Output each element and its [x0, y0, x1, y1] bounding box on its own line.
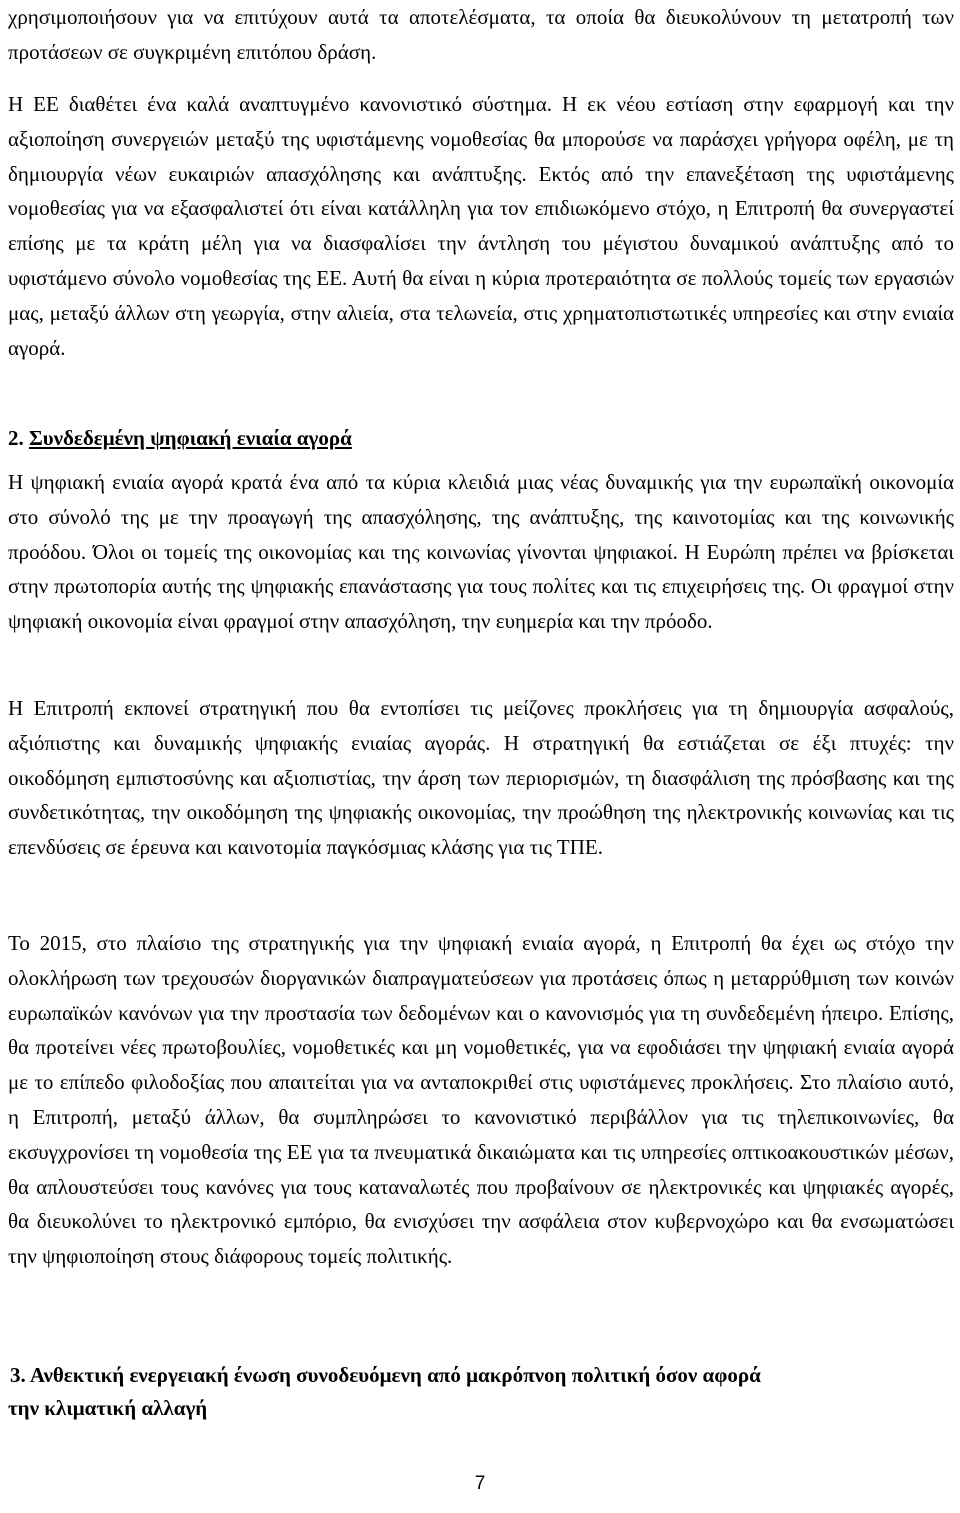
section-2-heading [8, 421, 352, 456]
section-2-title: Συνδεδεμένη ψηφιακή ενιαία αγορά [29, 426, 352, 450]
section-3-heading [8, 1359, 954, 1424]
continuation-paragraph: χρησιμοποιήσουν για να επιτύχουν αυτά τα αποτελέσματα, τα οποία θα διευκολύνουν τη μετατροπή των προτάσεων σε συγκριμένη επιτόπου δράση. [8, 5, 954, 64]
page-number: 7 [474, 1473, 486, 1494]
regulatory-paragraph: Η ΕΕ διαθέτει ένα καλά αναπτυγμένο κανονιστικό σύστημα. Η εκ νέου εστίαση στην εφαρμογή και την αξιοποίηση συνεργειών μεταξύ της υφιστάμενης νομοθεσίας θα μπορούσε να παράσχει γρήγορα οφέλη, με τη δημιουργία νέων ευκαιριών απασχόλησης και ανάπτυξης. Εκτός από την επανεξέταση της υφιστάμενης νομοθεσίας για να εξασφαλιστεί ότι είναι κατάλληλη για τον επιδιωκόμενο στόχο, η Επιτροπή θα συνεργαστεί επίσης με τα κράτη μέλη για να διασφαλίσει την άντληση του μέγιστου δυναμικού ανάπτυξης από το υφιστάμενο σύνολο νομοθεσίας της ΕΕ. Αυτή θα είναι η κύρια προτεραιότητα σε πολλούς τομείς των εργασιών μας, μεταξύ άλλων στη γεωργία, στην αλιεία, στα τελωνεία, στις χρηματοπιστωτικές υπηρεσίες και στην ενιαία αγορά. [8, 92, 954, 360]
section-2-paragraph-1: Η ψηφιακή ενιαία αγορά κρατά ένα από τα κύρια κλειδιά μιας νέας δυναμικής για την ευρωπαϊκή οικονομία στο σύνολό της με την προαγωγή της απασχόλησης, της ανάπτυξης, της καινοτομίας και της κοινωνικής προόδου. Όλοι οι τομείς της οικονομίας και της κοινωνίας γίνονται ψηφιακοί. Η Ευρώπη πρέπει να βρίσκεται στην πρωτοπορία αυτής της ψηφιακής επανάστασης για τους πολίτες και τις επιχειρήσεις της. Οι φραγμοί στην ψηφιακή οικονομία είναι φραγμοί στην απασχόληση, την ευημερία και την πρόοδο. [8, 470, 954, 634]
section-3-title-line-2: την κλιματική αλλαγή [8, 1395, 208, 1420]
section-3-title-line-1: Ανθεκτική ενεργειακή ένωση συνοδευόμενη από μακρόπνοη πολιτική όσον αφορά [29, 1363, 761, 1387]
section-2-paragraph-3: Το 2015, στο πλαίσιο της στρατηγικής για την ψηφιακή ενιαία αγορά, η Επιτροπή θα έχει ως στόχο την ολοκλήρωση των τρεχουσών διοργανικών διαπραγματεύσεων για προτάσεις όπως η μεταρρύθμιση των κοινών ευρωπαϊκών κανόνων για την προστασία των δεδομένων και ο κανονισμός για τη συνδεδεμένη ήπειρο. Επίσης, θα προτείνει νέες πρωτοβουλίες, νομοθετικές και μη νομοθετικές, για να εφοδιάσει την ψηφιακή ενιαία αγορά με το επίπεδο φιλοδοξίας που απαιτείται για να ανταποκριθεί στις υφιστάμενες προκλήσεις. Στο πλαίσιο αυτό, η Επιτροπή, μεταξύ άλλων, θα συμπληρώσει το κανονιστικό περιβάλλον για τις τηλεπικοινωνίες, θα εκσυγχρονίσει τη νομοθεσία της ΕΕ για τα πνευματικά δικαιώματα και τις υπηρεσίες οπτικοακουστικών μέσων, θα απλουστεύσει τους κανόνες για τους καταναλωτές που προβαίνουν σε ηλεκτρονικές και ψηφιακές αγορές, θα διευκολύνει το ηλεκτρονικό εμπόριο, θα ενισχύσει την ασφάλεια στον κυβερνοχώρο και θα ενσωματώσει την ψηφιοποίηση στους διάφορους τομείς πολιτικής. [8, 931, 954, 1269]
section-3-heading-line-1 [8, 1359, 954, 1392]
section-2-number: 2. [8, 426, 24, 450]
section-3-number: 3. [10, 1363, 26, 1387]
section-2-paragraph-2: Η Επιτροπή εκπονεί στρατηγική που θα εντοπίσει τις μείζονες προκλήσεις για τη δημιουργία ασφαλούς, αξιόπιστης και δυναμικής ψηφιακής ενιαίας αγοράς. Η στρατηγική θα εστιάζεται σε έξι πτυχές: την οικοδόμηση εμπιστοσύνης και αξιοπιστίας, την άρση των περιορισμών, τη διασφάλιση της πρόσβασης και της συνδετικότητας, την οικοδόμηση της ψηφιακής οικονομίας, την προώθηση της ηλεκτρονικής κοινωνίας και τις επενδύσεις σε έρευνα και καινοτομία παγκόσμιας κλάσης για τις ΤΠΕ. [8, 696, 954, 860]
